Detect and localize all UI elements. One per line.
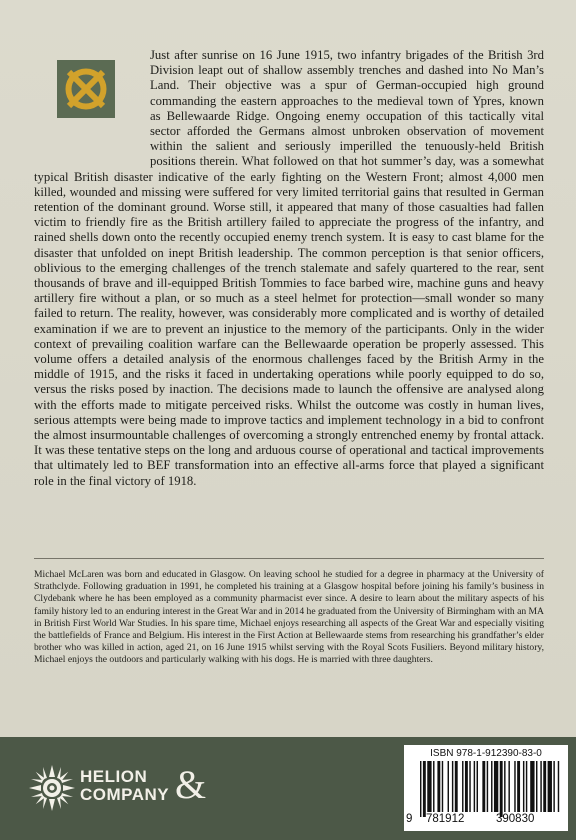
blurb-text: Just after sunrise on 16 June 1915, two infantry brigades of the British 3rd Division leapt out of shallow assembly trenches and dashed into No Man’s Land. Their objective was a spur of German-occupied high ground commanding the eastern approaches to the medieval town of Ypres, known as Bellewaarde Ridge. Ongoing enemy occupation of this tactically vital sector afforded the Germans almost unbroken observation of movement within the salient and seriously imperilled the tenuously-held British positions therein. What followed on that hot summer’s day, was a somewhat typical British disaster indicative of the early fighting on the Western Front; almost 4,000 men killed, wounded and missing were suffered for very limited territorial gains that resulted in German retention of the dominant ground. Worse still, it appeared that many of those casualties had fallen victim to friendly fire as the British artillery failed to appreciate the progress of the infantry, and rained shells down onto the recently occupied enemy trench system. It is easy to cast blame for the disaster that unfolded on inept British leadership. The common perception is that senior officers, oblivious to the emerging challenges of the trench stalemate and safely quartered to the rear, sent thousands of brave and ill-equipped British Tommies to face barbed wire, machine guns and heavy artillery fire without a plan, or so much as a steel helmet for protection—small wonder so many failed to return. The reality, however, was considerably more complicated and is worthy of detailed examination if we are to prevent an injustice to the memory of the participants. Only in the wider context of prevailing coalition warfare can the Bellewaarde operation be properly assessed. This volume offers a detailed analysis of the enormous challenges faced by the British Army in the middle of 1915, and the risks it faced in undertaking operations while poorly equipped to do so, versus the risks posed by inaction. The decisions made to launch the offensive are analysed along with the efforts made to mitigate perceived risks. Whilst the outcome was costly in human lives, serious attempts were being made to improve tactics and implement technology in a bid to confront the almost insurmountable challenges of overcoming a strongly entrenched enemy by frontal attack. It was these tentative steps on the long and arduous course of operational and tactical improvements that ultimately led to BEF transformation into an effective all-arms force that played a significant role in the final victory of 1918.	[34, 48, 544, 488]
barcode-bar	[420, 761, 421, 817]
barcode-bar	[452, 761, 453, 812]
barcode-bar	[536, 761, 537, 812]
isbn-text: ISBN 978-1-912390-83-0	[430, 748, 542, 759]
barcode-bar	[491, 761, 492, 812]
barcode-bar	[448, 761, 449, 812]
barcode-bar	[543, 761, 546, 812]
barcode-bar	[469, 761, 470, 812]
barcode-first-digit: 9	[406, 813, 413, 825]
barcode-bar	[423, 761, 426, 817]
helion-sun-logo-icon	[28, 764, 76, 812]
blurb-paragraph	[34, 48, 544, 489]
barcode-bar	[526, 761, 527, 812]
barcode-digit-group-2: 390830	[496, 813, 535, 825]
barcode-bar	[474, 761, 475, 812]
barcode-bar	[500, 761, 503, 817]
publisher-ampersand: &	[175, 762, 207, 807]
barcode-graphic	[412, 761, 562, 819]
barcode-bar	[427, 761, 431, 812]
publisher-name-line2: COMPANY	[80, 785, 170, 804]
barcode-bar	[477, 761, 478, 812]
barcode-panel	[404, 745, 568, 831]
barcode-bar	[558, 761, 559, 812]
barcode-bar	[530, 761, 534, 812]
barcode-bar	[548, 761, 552, 812]
publisher-name-line1: HELION	[80, 767, 148, 786]
barcode-bar	[553, 761, 554, 812]
divider	[34, 558, 544, 559]
barcode-bar	[437, 761, 440, 812]
barcode-bar	[465, 761, 468, 812]
barcode-bar	[514, 761, 515, 812]
barcode-bar	[517, 761, 520, 812]
barcode-bar	[442, 761, 443, 812]
barcode-bar	[540, 761, 541, 812]
publisher-logo	[80, 762, 207, 807]
barcode-bar	[494, 761, 498, 812]
barcode-bar	[487, 761, 488, 812]
barcode-bar	[455, 761, 458, 812]
barcode-bar	[504, 761, 505, 812]
barcode-bar	[482, 761, 485, 812]
barcode-bar	[508, 761, 509, 812]
barcode-bar	[523, 761, 524, 812]
barcode-digit-group-1: 781912	[426, 813, 465, 825]
barcode-bar	[462, 761, 463, 812]
author-bio: Michael McLaren was born and educated in Glasgow. On leaving school he studied for a degree in pharmacy at the University of Strathclyde. Following graduation in 1991, he completed his training at a Glasgow hospital before joining his family’s business in Clydebank where he has been employed as a community pharmacist ever since. A desire to learn about the military aspects of his family history led to an enduring interest in the Great War and in 2014 he graduated from the University of Birmingham with an MA in British First World War Studies. In his spare time, Michael enjoys researching all aspects of the Great War and especially visiting the battlefields of France and Belgium. His interest in the First Action at Bellewaarde stems from researching his grandfather’s elder brother who was killed in action, aged 21, on 16 June 1915 whilst serving with the Royal Scots Fusiliers. Beyond military history, Michael enjoys the outdoors and particularly walking with his dogs. He is married with three daughters.	[34, 569, 544, 666]
barcode-bar	[433, 761, 434, 812]
